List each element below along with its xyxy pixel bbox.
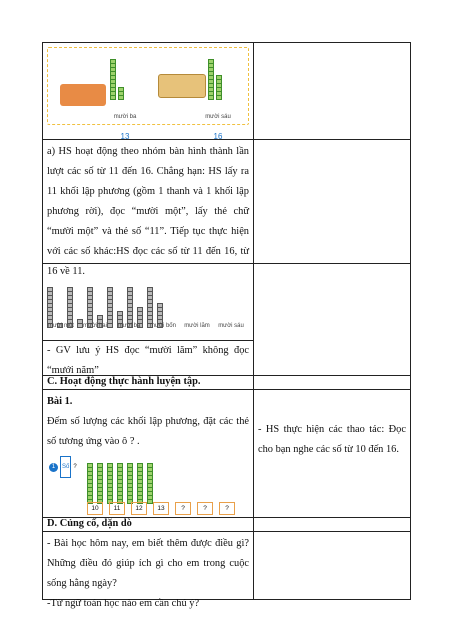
cubes-figure-13-16 [47,47,249,141]
badge-number: 1 [49,463,58,472]
exercise-figure [47,454,249,516]
empty-cell [254,376,410,389]
activity-text: a) HS hoạt động theo nhóm bàn hình thành lần lượt các số từ 11 đến 16. Chẳng hạn: HS lấy ra 11 khối lập phương (gồm 1 thanh và 1 khối lập phương rời), đọc “mười một”, lấy thẻ chữ “mười một” và thẻ số “11”. Tiếp tục thực hiện với các số khác:HS đọc các số từ 11 đến 16, từ 16 về 11. [43,140,254,263]
empty-cell [254,518,410,531]
cubes-figure-11-16 [47,278,249,336]
number-card: 12 [131,502,147,515]
lesson-table [42,42,411,609]
note-text: - GV lưu ý HS đọc “mười lăm” không đọc “mưới năm” [43,340,253,381]
figure-cell [43,264,254,375]
table-row [43,517,410,531]
label-text: mười bốn [150,323,176,329]
exercise-text: Đếm số lượng các khối lập phương, đặt các thẻ số tương ứng vào ô ? . [47,416,249,447]
caption-13 [110,107,140,147]
summary-question: - Bài học hôm nay, em biết thêm được điều gì? Những điều đó giúp ích gì cho em trong cuộc sống hằng ngày? [47,538,249,589]
section-heading-d: D. Củng cố, dặn dò [43,518,254,531]
label-text: mười hai [83,323,107,329]
empty-cell [254,140,410,263]
table-row [43,389,410,517]
number-card: ? [219,502,235,515]
cube-bars [208,60,222,100]
label-text: mười sáu [205,114,231,120]
table-row [43,263,410,375]
summary-cell [43,532,254,609]
label-text: mười ba [113,114,137,120]
exercise-cell [43,390,254,517]
section-heading-c: C. Hoạt động thực hành luyện tập. [43,376,254,389]
number-card: ? [197,502,213,515]
tray-image [60,84,106,106]
table-row [43,43,410,139]
label-text: mười lăm [184,323,210,329]
number-card: ? [175,502,191,515]
exercise-title: Bài 1. [47,396,73,407]
number-card: 10 [87,502,103,515]
cube-bar [118,88,124,100]
table-row [43,531,410,609]
number-card: 11 [109,502,125,515]
badge [49,456,77,478]
number-card: 13 [153,502,169,515]
table-row [43,139,410,277]
number-text: 13 [120,132,130,141]
summary-question: -Từ ngữ toán học nào em cần chú ý? [47,598,200,609]
label-text: mười sáu [218,323,244,329]
cube-bars [87,464,153,504]
empty-cell [254,43,410,139]
figure-cell [43,43,254,139]
caption-16 [203,107,233,147]
cube-bar [110,60,116,100]
cube-bars [110,60,124,100]
label-text: mười ba [117,323,141,329]
figure-labels [47,316,245,336]
cube-bar [208,60,214,100]
cube-bar [216,76,222,100]
student-activity-text: - HS thực hiện các thao tác: Đọc cho bạn nghe các số từ 10 đến 16. [258,424,406,455]
empty-cell [254,264,410,375]
number-text: 16 [213,132,223,141]
answer-boxes [87,502,241,515]
label-text: mười một [48,323,74,329]
table-row [43,375,410,389]
badge-label: Số [60,456,71,478]
empty-cell [254,532,410,599]
badge-question: ? [73,464,77,470]
tray-image [158,74,206,98]
